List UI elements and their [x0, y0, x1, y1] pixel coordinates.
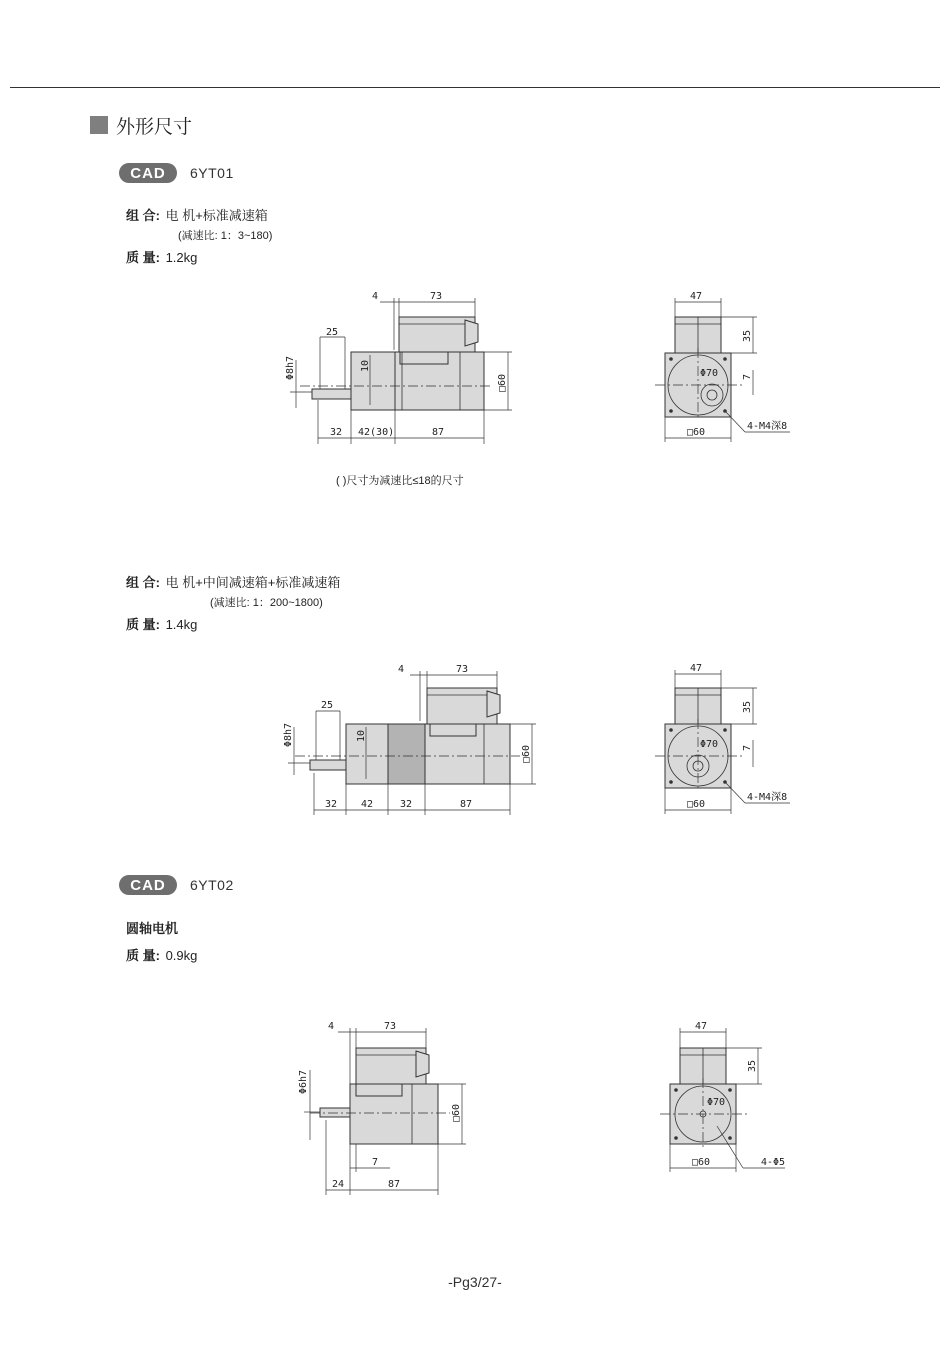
round-shaft [320, 1108, 350, 1117]
mass-value: 1.2kg [165, 250, 198, 265]
side-view-drawing-3 [290, 1010, 490, 1200]
cad-badge[interactable]: CAD [119, 163, 177, 183]
gearbox-body [351, 352, 395, 410]
side-view-drawing-1 [270, 280, 530, 450]
dim-label: 10 [356, 729, 367, 742]
dim-label: 35 [747, 1059, 758, 1072]
dim-label: 25 [321, 700, 334, 711]
mass-value: 1.4kg [165, 617, 198, 632]
dim-label: 10 [360, 359, 371, 372]
dim-label: □60 [451, 1103, 462, 1122]
dim-label: 87 [388, 1179, 401, 1190]
dim-label: 87 [432, 427, 445, 438]
model-name: 6YT01 [190, 165, 234, 181]
dim-label: 4 [328, 1021, 335, 1032]
dim-label: Φ70 [707, 1097, 726, 1108]
dim-label: 4 [398, 664, 405, 675]
dim-label: 73 [456, 664, 469, 675]
gearbox-body [346, 724, 388, 784]
mass-label: 质 量: [126, 250, 160, 265]
mass-spec [126, 247, 197, 266]
dim-label: 24 [332, 1179, 345, 1190]
dim-label: 32 [330, 427, 343, 438]
dim-label: □60 [687, 799, 706, 810]
dim-label: 7 [372, 1157, 379, 1168]
page-number: -Pg3/27- [448, 1274, 502, 1290]
header-rule [10, 87, 940, 88]
dim-label: 4 [372, 291, 379, 302]
combo-label: 组 合: [126, 208, 160, 223]
section-header [90, 113, 192, 137]
cad-row-6yt02 [119, 874, 234, 896]
model-name: 6YT02 [190, 877, 234, 893]
dim-label: Φ70 [700, 368, 719, 379]
combo-value: 电 机+标准减速箱 [165, 208, 268, 223]
dim-label: 32 [325, 799, 338, 810]
dim-label: 4-M4深8 [747, 421, 788, 432]
terminal-box [399, 317, 475, 352]
output-shaft [310, 760, 346, 770]
cad-row-6yt01 [119, 162, 234, 184]
dim-label: 35 [742, 329, 753, 342]
mass-value: 0.9kg [165, 948, 198, 963]
mass-label: 质 量: [126, 948, 160, 963]
dim-label: 47 [690, 663, 703, 674]
front-view-drawing-2 [655, 655, 815, 825]
section-title: 外形尺寸 [116, 116, 193, 138]
dim-label: Φ6h7 [298, 1069, 309, 1094]
side-view-drawing-2 [270, 655, 560, 825]
dim-label: 47 [690, 291, 703, 302]
front-view-drawing-3 [655, 1010, 815, 1180]
mass-spec [126, 614, 197, 633]
combo-label: 组 合: [126, 575, 160, 590]
dim-label: 42 [361, 799, 374, 810]
intermediate-gearbox [388, 724, 425, 784]
dim-label: 25 [326, 327, 339, 338]
output-shaft [312, 389, 351, 399]
dim-label: 4-Φ5 [761, 1157, 786, 1168]
dim-label: □60 [497, 373, 508, 392]
dim-label: 4-M4深8 [747, 792, 788, 803]
dim-label: 7 [742, 373, 753, 380]
ratio-text: (减速比: 1：200~1800) [210, 597, 323, 609]
combo-spec [126, 918, 180, 937]
dim-label: Φ8h7 [285, 355, 296, 380]
ratio-text: (减速比: 1：3~180) [178, 230, 273, 242]
front-view-drawing-1 [655, 280, 815, 450]
dim-label: Φ8h7 [283, 722, 294, 747]
combo-value: 圆轴电机 [126, 921, 179, 936]
dim-label: Φ70 [700, 739, 719, 750]
dim-label: 47 [695, 1021, 708, 1032]
dim-label: □60 [692, 1157, 711, 1168]
combo-spec [126, 572, 340, 591]
note-text: ( )尺寸为减速比≤18的尺寸 [336, 475, 464, 487]
dim-label: 73 [430, 291, 443, 302]
combo-spec [126, 205, 268, 224]
dim-label: □60 [687, 427, 706, 438]
mass-label: 质 量: [126, 617, 160, 632]
mass-spec [126, 945, 197, 964]
section-marker-icon [90, 116, 108, 134]
dim-label: □60 [521, 744, 532, 763]
dim-label: 87 [460, 799, 473, 810]
combo-value: 电 机+中间减速箱+标准减速箱 [165, 575, 341, 590]
dim-label: 32 [400, 799, 413, 810]
cad-badge[interactable]: CAD [119, 875, 177, 895]
dim-label: 7 [742, 744, 753, 751]
dim-label: 73 [384, 1021, 397, 1032]
dim-label: 35 [742, 700, 753, 713]
dim-label: 42(30) [358, 427, 395, 438]
